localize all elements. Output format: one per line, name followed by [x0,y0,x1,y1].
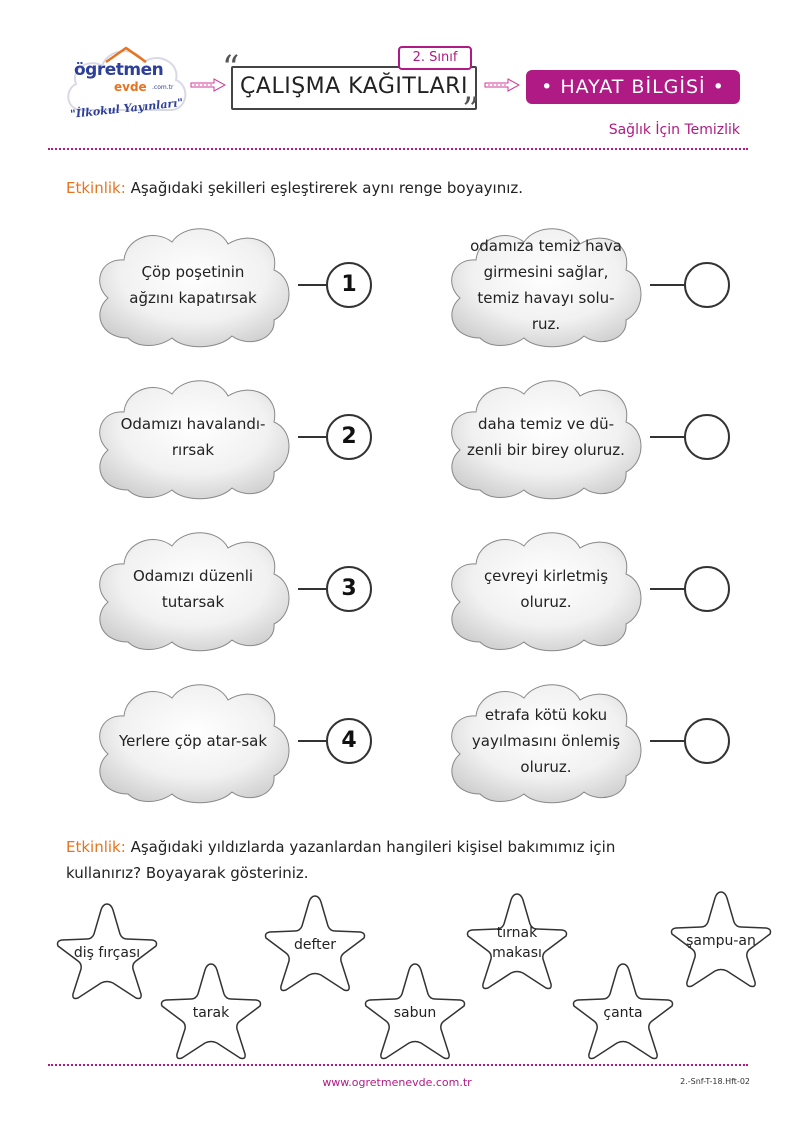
logo [62,40,192,130]
activity-label: Etkinlik: [66,179,126,197]
cause-text: Yerlere çöp atar-sak [118,732,268,750]
star-shape[interactable] [52,898,162,1008]
star-shape[interactable] [360,958,470,1068]
connector-line [298,588,328,590]
cause-text: Odamızı düzenli tutarsak [132,567,254,611]
activity-label: Etkinlik: [66,838,126,856]
arrow-right-icon [190,78,226,92]
number-circle: 2 [326,414,372,460]
answer-circle[interactable] [684,262,730,308]
number-circle: 1 [326,262,372,308]
star-shape[interactable] [462,888,572,998]
effect-cloud [440,372,650,502]
activity-text: Aşağıdaki şekilleri eşleştirerek aynı renge boyayınız. [125,179,524,197]
star-label: tarak [192,1005,230,1021]
logo-domain-text: .com.tr [152,84,174,91]
divider [48,1064,748,1066]
page-title: ÇALIŞMA KAĞITLARI [240,74,468,99]
star-label: diş fırçası [73,945,141,961]
effect-text: daha temiz ve dü-zenli bir birey oluruz. [467,415,625,459]
connector-line [298,436,328,438]
topic-title: Sağlık İçin Temizlik [608,122,740,138]
cause-cloud [88,220,298,350]
star-label: sabun [393,1005,437,1021]
subject-badge: • HAYAT BİLGİSİ • [526,70,740,104]
activity-text: Aşağıdaki yıldızlarda yazanlardan hangileri kişisel bakımımız için [125,838,616,856]
star-label: şampu-an [686,933,756,949]
effect-text: etrafa kötü koku yayılmasını önlemiş oluruz. [471,706,621,776]
effect-cloud [440,220,650,350]
cause-cloud [88,372,298,502]
cause-cloud [88,676,298,806]
connector-line [298,284,328,286]
quote-open-icon: “ [222,48,240,88]
footer-url[interactable]: www.ogretmenevde.com.tr [322,1076,472,1089]
connector-line [650,588,686,590]
title-box [231,66,477,110]
star-shape[interactable] [156,958,266,1068]
star-shape[interactable] [260,890,370,1000]
star-label: çanta [603,1005,643,1021]
activity2-instruction [66,834,615,886]
cause-cloud [88,524,298,654]
divider [48,148,748,150]
effect-text: çevreyi kirletmiş oluruz. [483,567,609,611]
answer-circle[interactable] [684,566,730,612]
connector-line [650,740,686,742]
connector-line [650,436,686,438]
effect-cloud [440,676,650,806]
logo-sub-text: evde [114,80,147,94]
logo-main-text: ögretmen [74,60,164,80]
number-circle: 4 [326,718,372,764]
arrow-right-icon [484,78,520,92]
footer-code: 2.-Snf-T-18.Hft-02 [680,1077,750,1086]
quote-close-icon: ” [462,90,480,130]
answer-circle[interactable] [684,414,730,460]
effect-cloud [440,524,650,654]
activity-text: kullanırız? Boyayarak gösteriniz. [66,864,309,882]
cause-text: Çöp poşetinin ağzını kapatırsak [129,263,257,307]
logo-tagline: "İlkokul Yayınları" [69,96,184,121]
star-shape[interactable] [666,886,776,996]
connector-line [650,284,686,286]
connector-line [298,740,328,742]
star-label: tırnak makası [492,925,542,961]
answer-circle[interactable] [684,718,730,764]
grade-badge: 2. Sınıf [398,46,472,70]
activity1-instruction [66,175,523,201]
cause-text: Odamızı havalandı-rırsak [120,415,266,459]
number-circle: 3 [326,566,372,612]
star-label: defter [293,937,337,953]
effect-text: odamıza temiz hava girmesini sağlar, temiz havayı solu-ruz. [470,237,622,333]
star-shape[interactable] [568,958,678,1068]
